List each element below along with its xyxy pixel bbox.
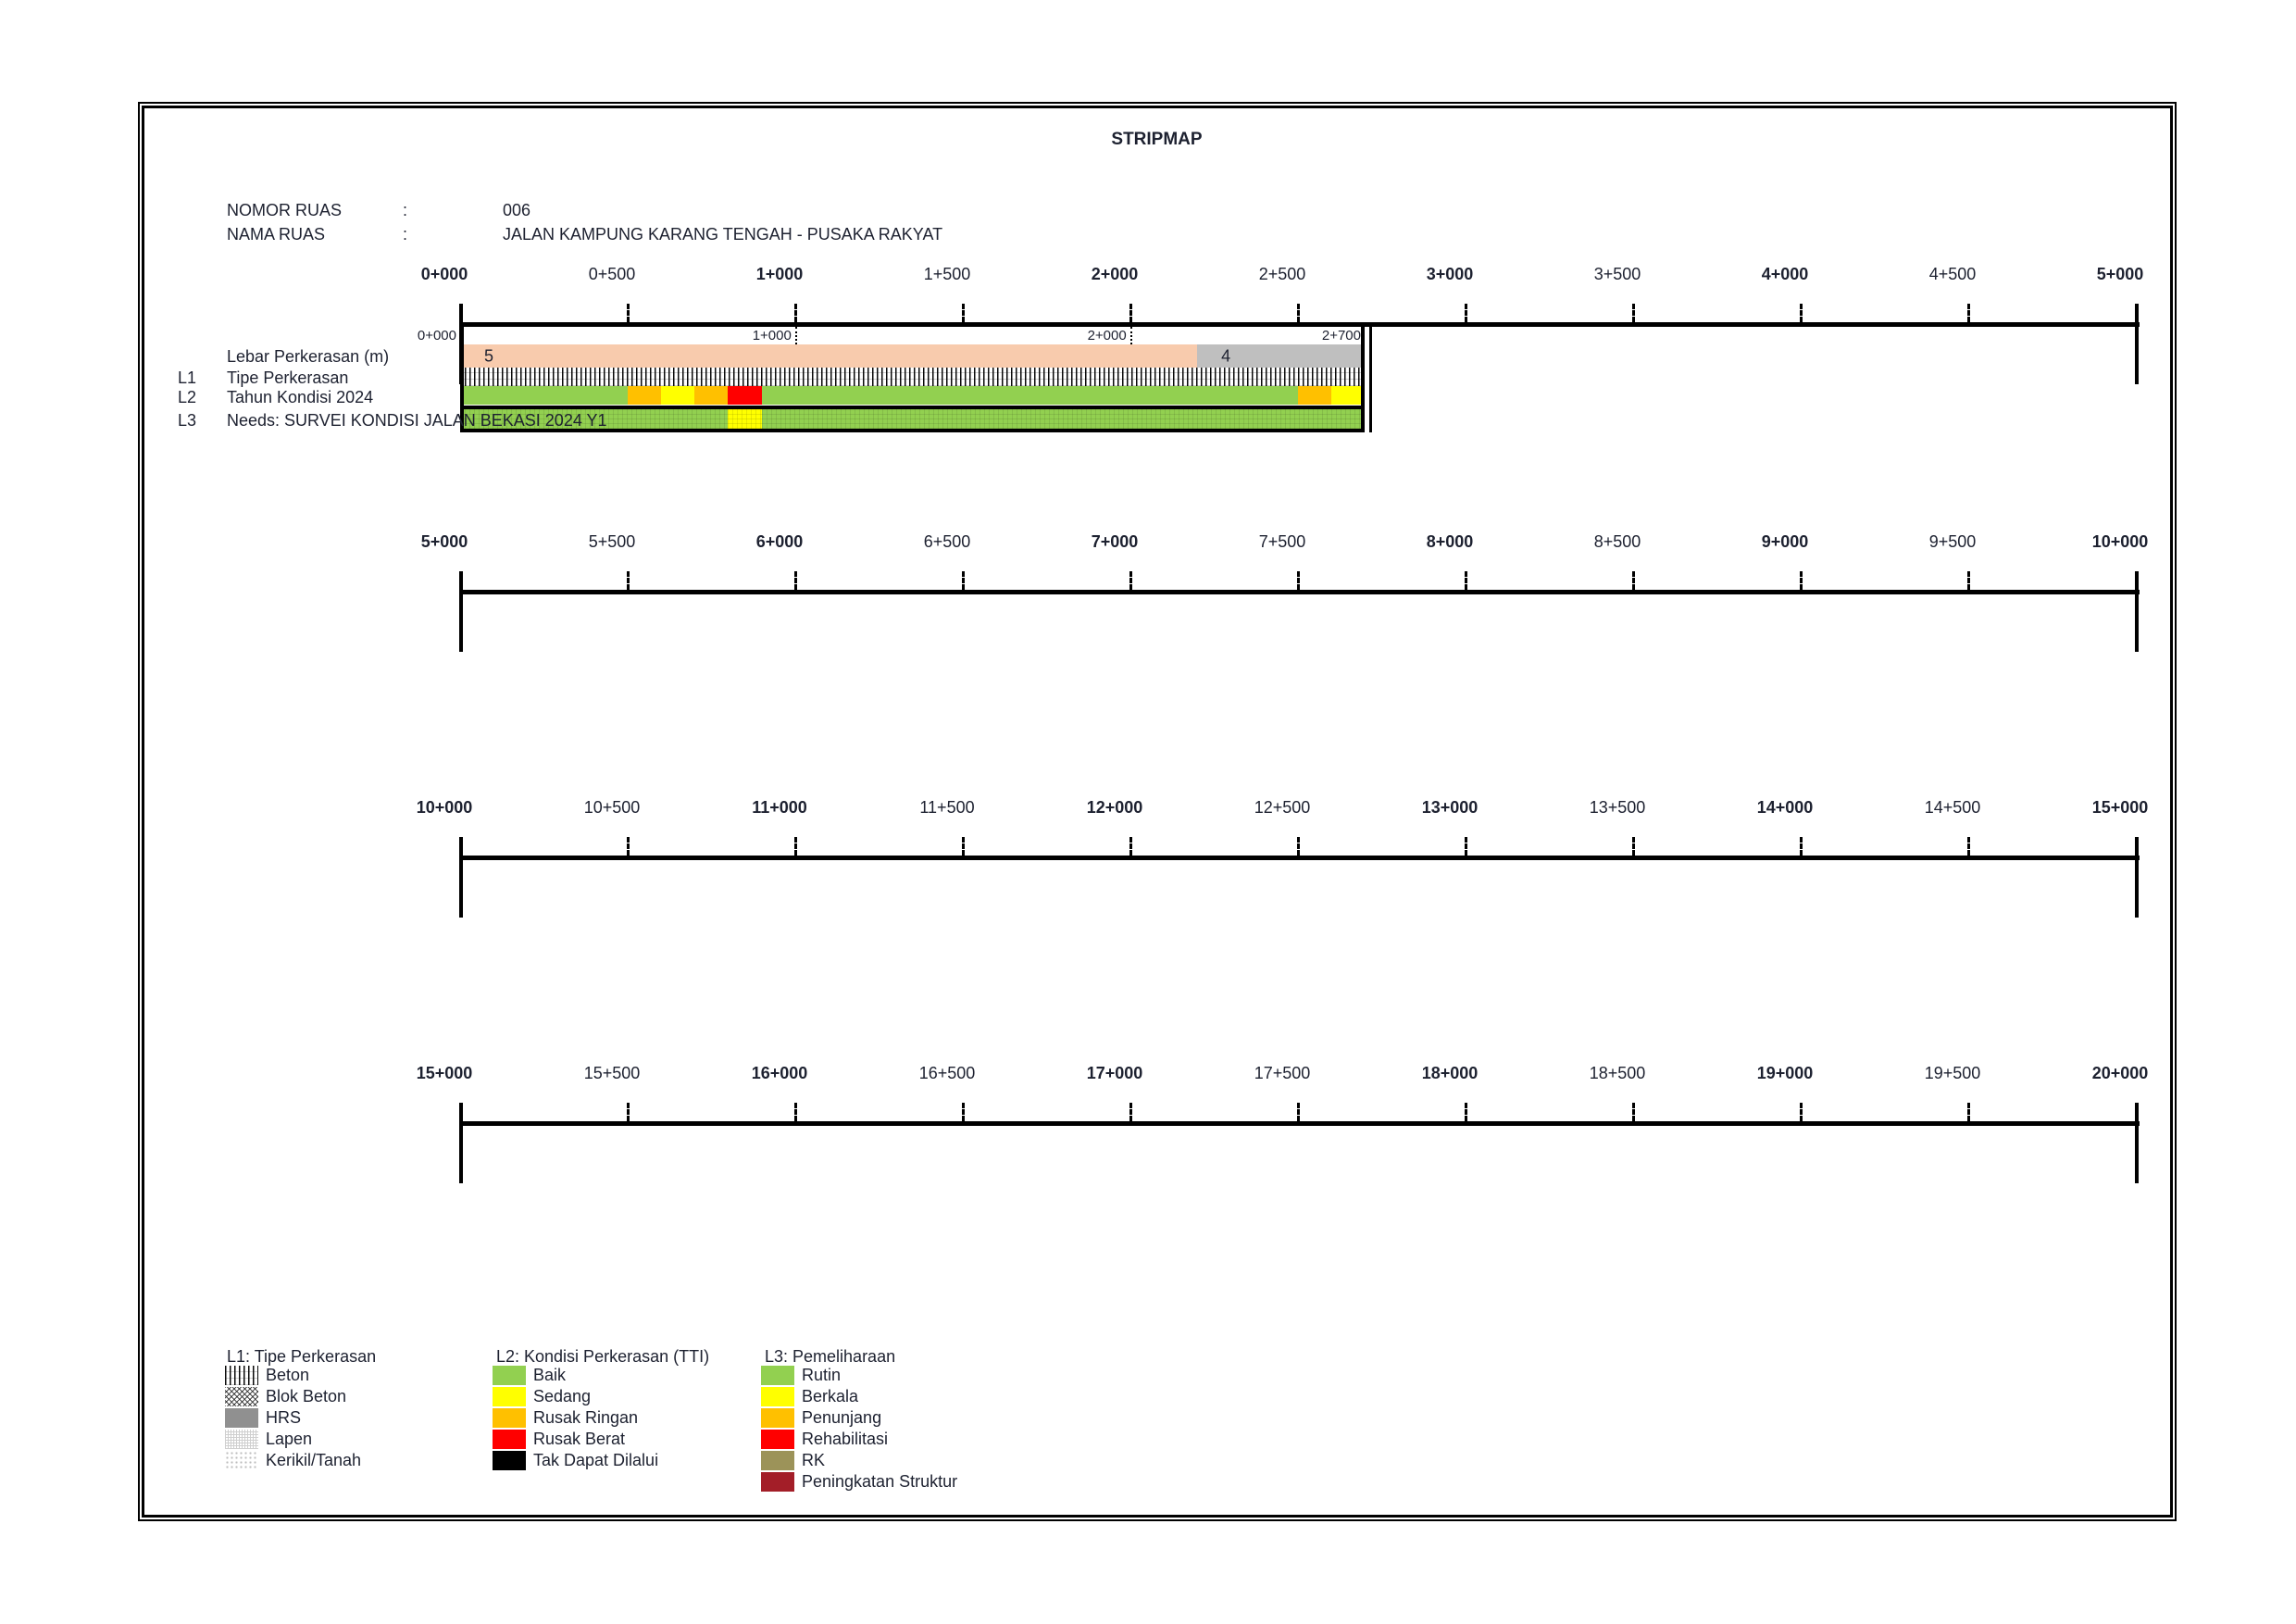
ruler-tick: [1967, 1103, 1970, 1121]
lebar-segment: [1197, 344, 1365, 368]
ruler-label: 8+000: [1426, 532, 1474, 551]
ruler-endbar-end: [2135, 304, 2139, 384]
ruler-label: 19+000: [1756, 1064, 1814, 1082]
ruler-label: 0+500: [588, 265, 636, 283]
strip-row-label-l1: Tipe Perkerasan: [227, 369, 349, 387]
l2-segment: [728, 386, 761, 405]
ruler-tick: [1632, 304, 1635, 322]
ruler-label: 10+500: [583, 798, 641, 817]
ruler-tick: [1465, 571, 1467, 590]
ruler-label: 11+500: [919, 798, 975, 817]
ruler-label: 17+500: [1254, 1064, 1311, 1082]
strip-row-tag-l2: L2: [178, 388, 197, 406]
l2-segment: [661, 386, 694, 405]
legend-swatch-tak-dapat-dilalui: [493, 1451, 526, 1470]
ruler-tick: [1129, 1103, 1132, 1121]
ruler-tick: [1800, 571, 1803, 590]
legend-swatch-berkala: [761, 1387, 794, 1406]
ruler-label: 7+500: [1258, 532, 1306, 551]
strip-chainage-label: 2+700: [1321, 328, 1361, 344]
l2-segment: [1331, 386, 1365, 405]
ruler-tick: [627, 837, 630, 856]
strip-dotted-mark: [795, 327, 797, 344]
l3-segment: [728, 409, 761, 429]
strip-chainage-label: 0+000: [417, 328, 456, 344]
ruler-endbar-start: [459, 1103, 463, 1183]
l1-segment-beton: [460, 368, 1365, 386]
strip-row-label-l2: Tahun Kondisi 2024: [227, 388, 374, 406]
legend-label: Sedang: [533, 1387, 592, 1405]
legend-swatch-hrs: [225, 1408, 258, 1428]
l2-segment: [694, 386, 728, 405]
page-title: STRIPMAP: [1111, 130, 1203, 149]
ruler-label: 4+000: [1761, 265, 1809, 283]
ruler-tick: [1967, 837, 1970, 856]
ruler-tick: [962, 571, 965, 590]
legend-swatch-baik: [493, 1366, 526, 1385]
ruler-tick: [962, 304, 965, 322]
field-label-nama-ruas: NAMA RUAS: [227, 225, 326, 244]
lebar-segment-value: 5: [484, 346, 494, 365]
ruler-tick: [1129, 837, 1132, 856]
ruler-tick: [1129, 304, 1132, 322]
ruler-label: 5+500: [588, 532, 636, 551]
legend-label: Blok Beton: [266, 1387, 347, 1405]
legend-label: Beton: [266, 1366, 310, 1384]
ruler-label: 3+000: [1426, 265, 1474, 283]
field-value-nama-ruas: JALAN KAMPUNG KARANG TENGAH - PUSAKA RAKYAT: [503, 225, 943, 244]
ruler-label: 5+000: [420, 532, 468, 551]
field-value-nomor-ruas: 006: [503, 201, 531, 219]
field-colon-nomor-ruas: :: [403, 201, 408, 219]
field-colon-nama-ruas: :: [403, 225, 408, 244]
strip-border-right: [1361, 322, 1365, 432]
strip-row-label-lebar: Lebar Perkerasan (m): [227, 347, 390, 366]
ruler-tick: [627, 304, 630, 322]
ruler-tick: [794, 837, 797, 856]
legend-swatch-sedang: [493, 1387, 526, 1406]
ruler-tick: [1297, 304, 1300, 322]
ruler-endbar-start: [459, 837, 463, 918]
legend-swatch-kerikil-tanah: [225, 1451, 258, 1470]
strip-divider-l2-l3: [460, 406, 1365, 409]
ruler-tick: [1632, 571, 1635, 590]
legend-swatch-beton: [225, 1366, 258, 1385]
ruler-tick: [1632, 837, 1635, 856]
ruler-label: 16+000: [751, 1064, 808, 1082]
ruler-label: 18+000: [1421, 1064, 1479, 1082]
legend-label: Penunjang: [802, 1408, 882, 1427]
l2-segment: [1298, 386, 1331, 405]
strip-chainage-row: [460, 327, 1365, 344]
strip-chainage-label: 1+000: [752, 328, 792, 344]
ruler-tick: [1297, 1103, 1300, 1121]
ruler-label: 9+000: [1761, 532, 1809, 551]
legend-swatch-rusak-ringan: [493, 1408, 526, 1428]
ruler-label: 11+000: [752, 798, 807, 817]
ruler-label: 10+000: [416, 798, 473, 817]
ruler-tick: [1800, 1103, 1803, 1121]
legend-label: Berkala: [802, 1387, 859, 1405]
ruler-label: 15+000: [416, 1064, 473, 1082]
ruler-label: 0+000: [420, 265, 468, 283]
ruler-label: 15+500: [583, 1064, 641, 1082]
ruler-tick: [962, 837, 965, 856]
legend-label: HRS: [266, 1408, 302, 1427]
ruler-label: 20+000: [2091, 1064, 2149, 1082]
ruler-endbar-end: [2135, 571, 2139, 652]
legend-title-l2: L2: Kondisi Perkerasan (TTI): [496, 1347, 710, 1366]
ruler-tick: [794, 571, 797, 590]
ruler-tick: [794, 304, 797, 322]
ruler-endbar-start: [459, 571, 463, 652]
strip-lebar-row: [460, 344, 1365, 368]
legend-swatch-blok-beton: [225, 1387, 258, 1406]
ruler-label: 10+000: [2091, 532, 2149, 551]
legend-label: RK: [802, 1451, 826, 1469]
ruler-label: 13+000: [1421, 798, 1479, 817]
strip-row-tag-l3: L3: [178, 411, 197, 430]
l2-segment: [628, 386, 661, 405]
legend-swatch-rusak-berat: [493, 1430, 526, 1449]
ruler-label: 16+500: [918, 1064, 976, 1082]
ruler-line: [460, 856, 2140, 860]
legend-title-l1: L1: Tipe Perkerasan: [227, 1347, 377, 1366]
lebar-segment: [460, 344, 1197, 368]
ruler-label: 8+500: [1593, 532, 1641, 551]
legend-label: Rutin: [802, 1366, 842, 1384]
ruler-label: 15+000: [2091, 798, 2149, 817]
legend-swatch-rehabilitasi: [761, 1430, 794, 1449]
ruler-tick: [1632, 1103, 1635, 1121]
ruler-tick: [962, 1103, 965, 1121]
ruler-label: 12+500: [1254, 798, 1311, 817]
ruler-tick: [794, 1103, 797, 1121]
ruler-label: 2+000: [1091, 265, 1139, 283]
legend-swatch-rutin: [761, 1366, 794, 1385]
legend-label: Baik: [533, 1366, 567, 1384]
legend-swatch-penunjang: [761, 1408, 794, 1428]
ruler-label: 18+500: [1589, 1064, 1646, 1082]
lebar-segment-value: 4: [1221, 346, 1231, 365]
field-label-nomor-ruas: NOMOR RUAS: [227, 201, 343, 219]
ruler-label: 6+500: [923, 532, 971, 551]
ruler-tick: [1800, 304, 1803, 322]
ruler-label: 6+000: [755, 532, 804, 551]
ruler-label: 13+500: [1589, 798, 1646, 817]
ruler-label: 9+500: [1928, 532, 1977, 551]
ruler-tick: [1967, 571, 1970, 590]
strip-border-right-outer: [1369, 322, 1372, 432]
ruler-endbar-end: [2135, 1103, 2139, 1183]
l2-segment: [460, 386, 628, 405]
ruler-tick: [1465, 837, 1467, 856]
strip-chainage-label: 2+000: [1087, 328, 1127, 344]
ruler-endbar-end: [2135, 837, 2139, 918]
legend-label: Tak Dapat Dilalui: [533, 1451, 659, 1469]
ruler-tick: [1297, 837, 1300, 856]
ruler-tick: [1465, 304, 1467, 322]
ruler-tick: [1465, 1103, 1467, 1121]
ruler-line: [460, 1121, 2140, 1126]
ruler-label: 1+000: [755, 265, 804, 283]
strip-row-tag-l1: L1: [178, 369, 197, 387]
ruler-label: 1+500: [923, 265, 971, 283]
legend-swatch-lapen: [225, 1430, 258, 1449]
ruler-label: 14+500: [1924, 798, 1981, 817]
ruler-label: 19+500: [1924, 1064, 1981, 1082]
strip-l1-row: [460, 368, 1365, 386]
strip-row-label-l3-needs: Needs: SURVEI KONDISI JALAN BEKASI 2024 Y1: [227, 411, 607, 430]
l3-segment: [762, 409, 1365, 429]
ruler-label: 4+500: [1928, 265, 1977, 283]
ruler-tick: [1967, 304, 1970, 322]
legend-swatch-rk: [761, 1451, 794, 1470]
legend-label: Kerikil/Tanah: [266, 1451, 362, 1469]
ruler-tick: [1129, 571, 1132, 590]
ruler-tick: [627, 1103, 630, 1121]
legend-swatch-peningkatan-struktur: [761, 1472, 794, 1492]
legend-title-l3: L3: Pemeliharaan: [765, 1347, 896, 1366]
ruler-label: 3+500: [1593, 265, 1641, 283]
ruler-tick: [627, 571, 630, 590]
ruler-tick: [1297, 571, 1300, 590]
ruler-label: 12+000: [1086, 798, 1143, 817]
ruler-label: 14+000: [1756, 798, 1814, 817]
legend-label: Rusak Berat: [533, 1430, 626, 1448]
strip-l2-row: [460, 386, 1365, 405]
ruler-label: 17+000: [1086, 1064, 1143, 1082]
ruler-label: 2+500: [1258, 265, 1306, 283]
ruler-label: 7+000: [1091, 532, 1139, 551]
ruler-tick: [1800, 837, 1803, 856]
legend-label: Rusak Ringan: [533, 1408, 639, 1427]
strip-dotted-mark: [1130, 327, 1132, 344]
legend-label: Peningkatan Struktur: [802, 1472, 958, 1491]
ruler-label: 5+000: [2096, 265, 2144, 283]
legend-label: Lapen: [266, 1430, 313, 1448]
ruler-line: [460, 590, 2140, 594]
strip-border-top: [460, 322, 1365, 327]
legend-label: Rehabilitasi: [802, 1430, 889, 1448]
l2-segment: [762, 386, 1298, 405]
